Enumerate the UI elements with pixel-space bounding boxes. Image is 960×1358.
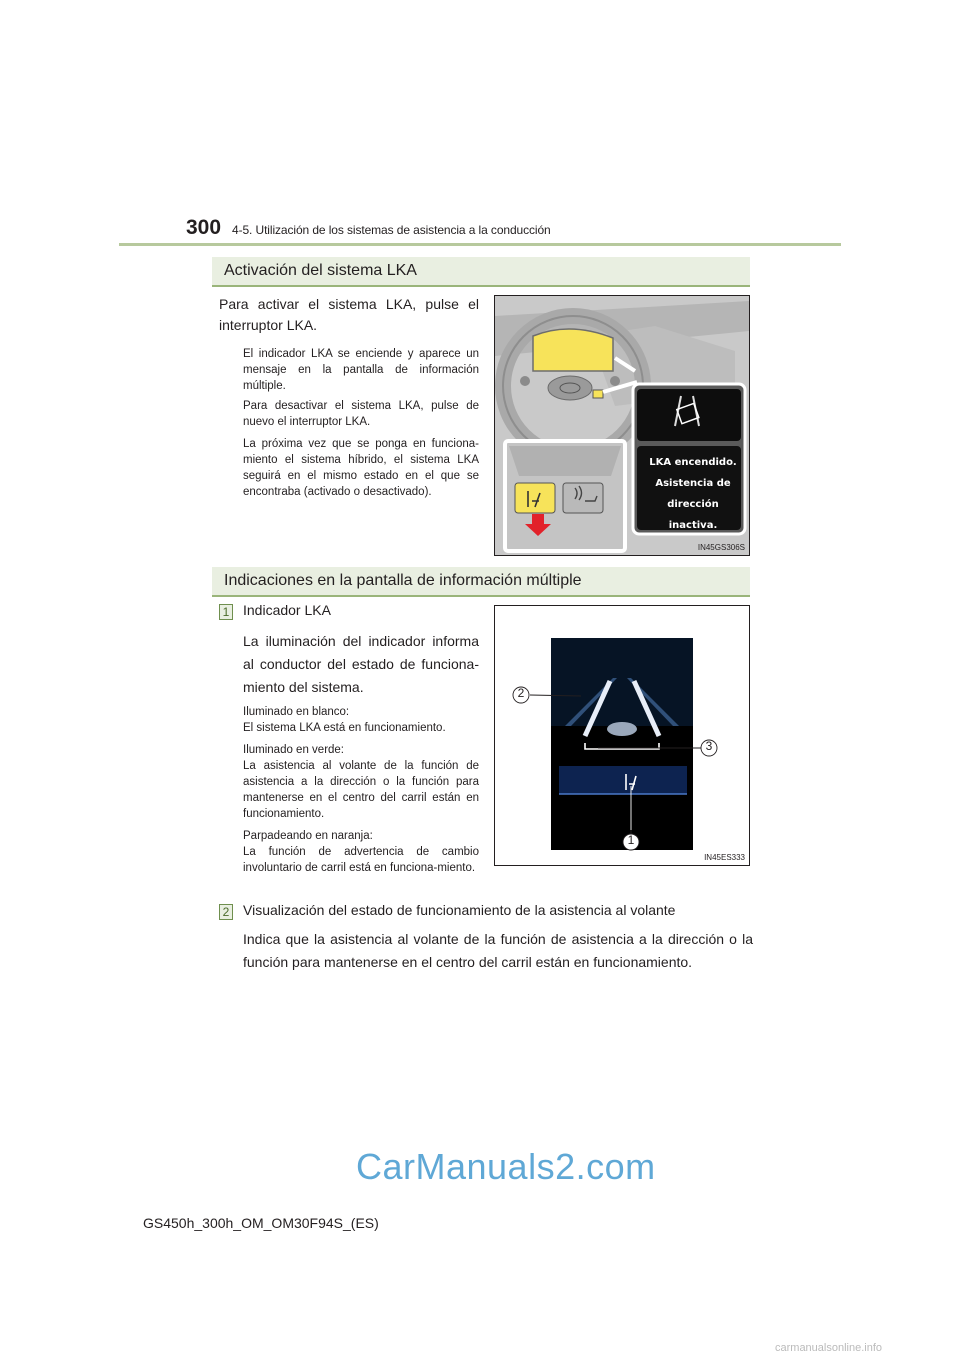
item1-title: Indicador LKA — [243, 602, 331, 618]
callout-label-1: 1 — [627, 833, 635, 847]
callout-label-2: 2 — [517, 686, 525, 700]
state-white — [243, 704, 479, 736]
vehicle-icon — [607, 722, 637, 736]
state-orange — [243, 828, 479, 876]
item2-title: Visualización del estado de funcionamiento de la asistencia al volante — [243, 902, 676, 918]
lka-switch-icon — [515, 483, 555, 513]
display-illustration — [495, 606, 749, 865]
state-green-text: La asistencia al volante de la función de asistencia a la dirección o la función para mantenerse en el centro del carril están en funcionamiento. — [243, 760, 479, 820]
site-watermark: carmanualsonline.info — [775, 1342, 883, 1354]
meter-highlight — [533, 329, 613, 371]
callout-label-3: 3 — [705, 739, 713, 753]
state-white-text: El sistema LKA está en funcionamiento. — [243, 722, 446, 734]
watermark: CarManuals2.com — [356, 1146, 656, 1187]
item2-description: Indica que la asistencia al volante de la función de asistencia a la dirección o la función para mantenerse en el centro del carril están en funcionamiento. — [243, 931, 753, 970]
section-path: 4-5. Utilización de los sistemas de asistencia a la conducción — [232, 223, 551, 237]
lka-display-line-1: LKA encendido. — [649, 457, 737, 468]
item-number-badge-1: 1 — [219, 604, 233, 620]
state-orange-label: Parpadeando en naranja: — [243, 830, 373, 842]
state-green — [243, 742, 479, 822]
state-white-label: Iluminado en blanco: — [243, 706, 350, 718]
item1-description: La iluminación del indicador informa al conductor del estado de funciona-miento del sistema. — [243, 633, 479, 695]
lka-display-line-4: inactiva. — [668, 520, 718, 531]
radar-switch-icon — [563, 483, 603, 513]
activation-intro: Para activar el sistema LKA, pulse el interruptor LKA. — [219, 296, 479, 333]
page-number: 300 — [186, 216, 222, 239]
figure-code-2: IN45ES333 — [704, 853, 745, 862]
section-heading-activation-text: Activación del sistema LKA — [224, 262, 417, 279]
footer-model-code: GS450h_300h_OM_OM30F94S_(ES) — [143, 1215, 379, 1231]
item-number-badge-2: 2 — [219, 904, 233, 920]
activation-note-2: Para desactivar el sistema LKA, pulse de nuevo el interruptor LKA. — [243, 400, 479, 428]
section-heading-activation — [212, 257, 750, 287]
figure-multi-info-display — [494, 605, 750, 866]
lka-display-line-3: dirección — [667, 499, 719, 510]
activation-note-3: La próxima vez que se ponga en funciona-miento el sistema híbrido, el sistema LKA seguirá en el mismo estado en el que se encontraba (activado o desactivado). — [243, 438, 479, 498]
section-heading-display-text: Indicaciones en la pantalla de información múltiple — [224, 572, 582, 589]
figure-lka-switch — [494, 295, 750, 556]
lka-display-line-2: Asistencia de — [655, 478, 731, 489]
state-green-label: Iluminado en verde: — [243, 744, 345, 756]
lka-display-message — [637, 452, 749, 536]
figure-code-1: IN45GS306S — [697, 543, 745, 552]
header-rule — [119, 243, 841, 246]
activation-note-1: El indicador LKA se enciende y aparece un mensaje en la pantalla de información múltiple. — [243, 348, 479, 392]
section-heading-display — [212, 567, 750, 597]
state-orange-text: La función de advertencia de cambio involuntario de carril está en funciona-miento. — [243, 846, 479, 874]
